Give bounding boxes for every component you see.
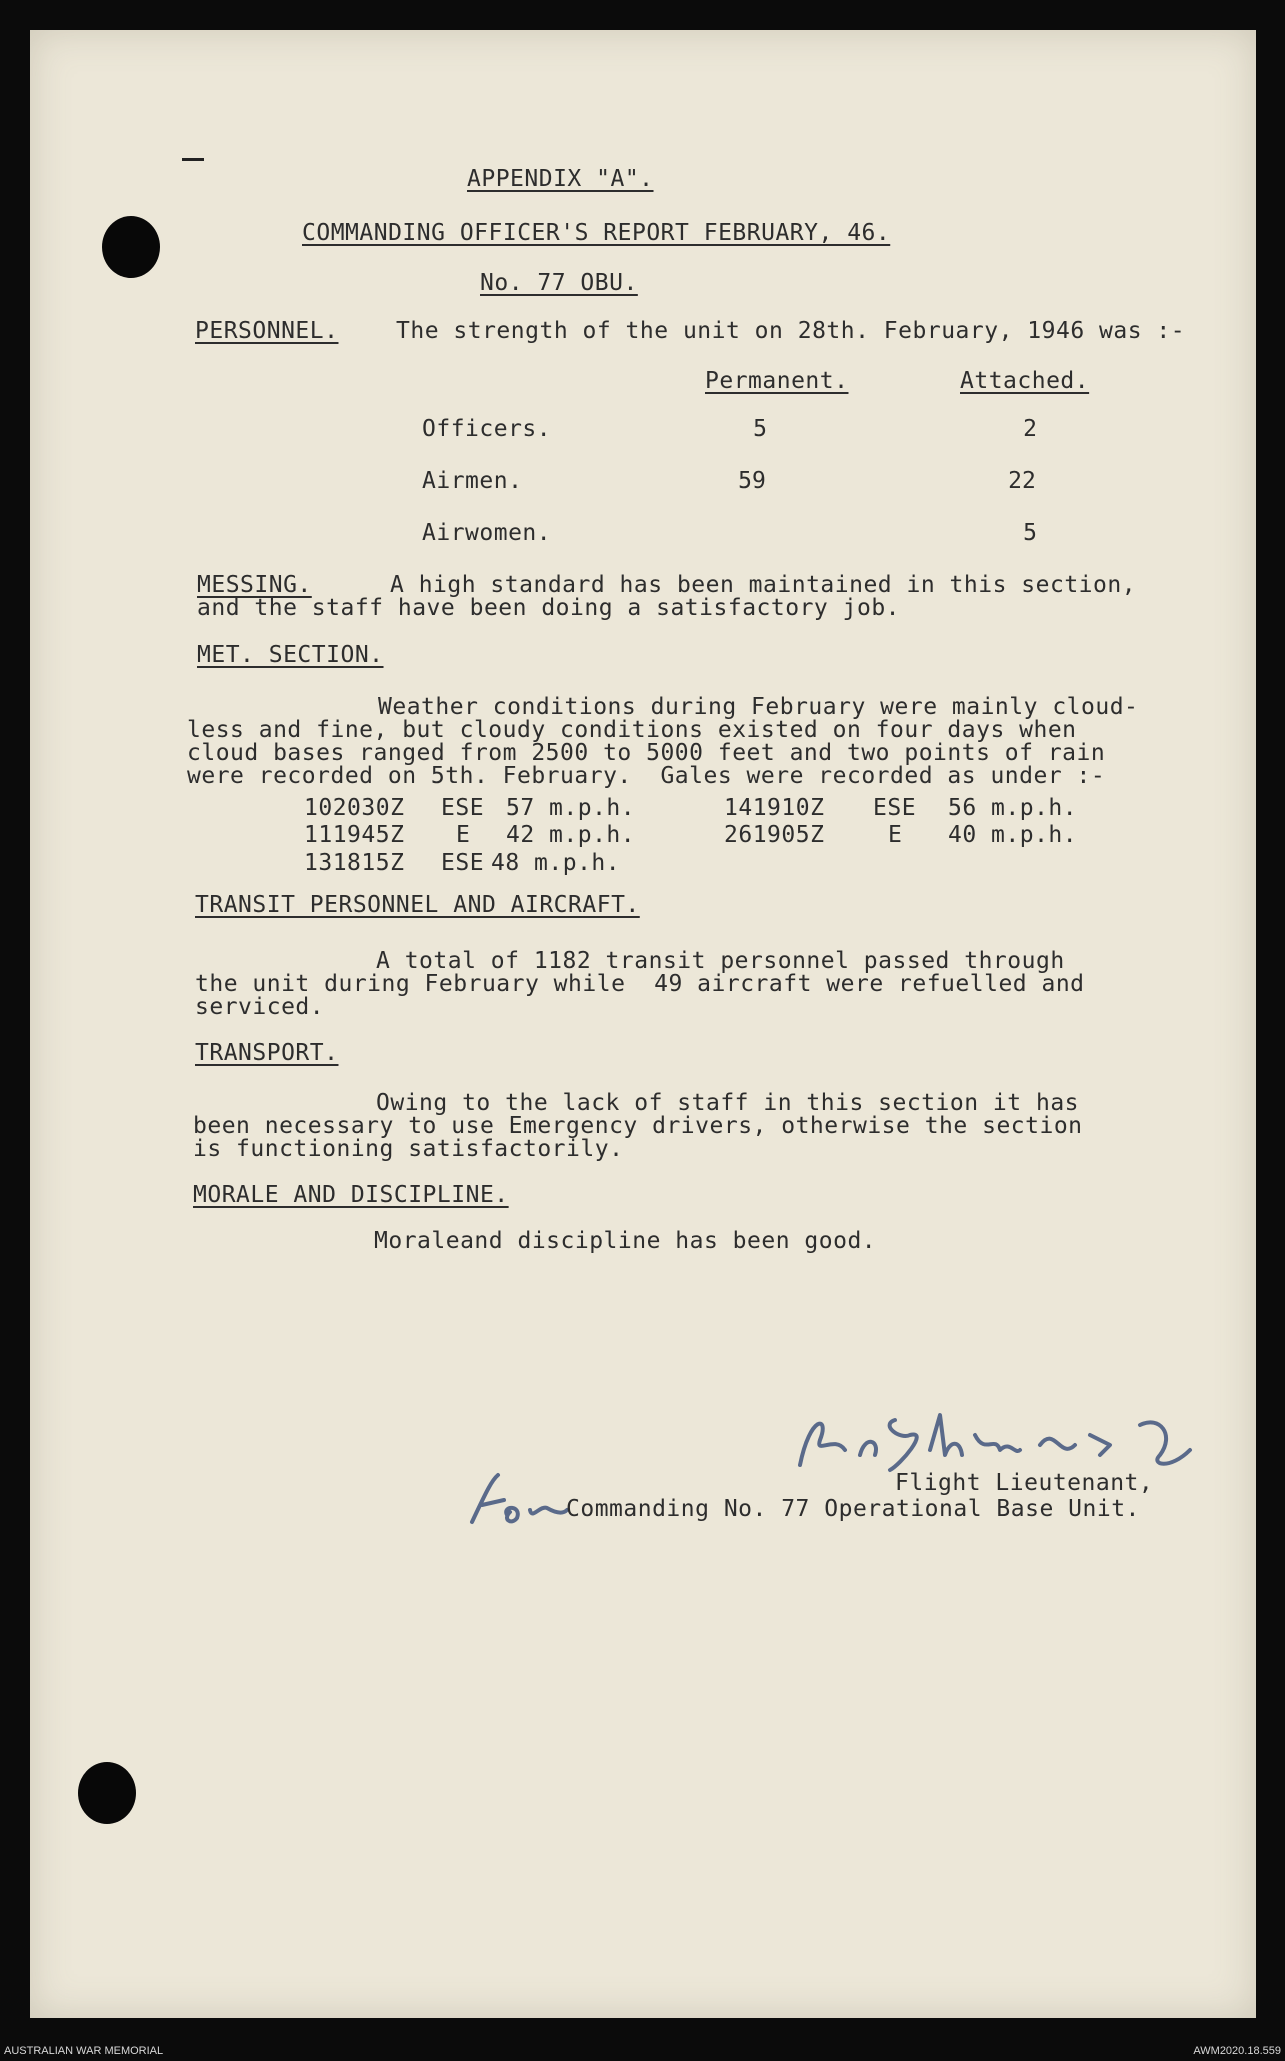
gale-direction: ESE: [873, 795, 917, 821]
row-permanent: 59: [738, 468, 766, 494]
gale-speed: 57 m.p.h.: [506, 795, 636, 821]
punch-hole-bottom: [78, 1762, 136, 1824]
transit-line: A total of 1182 transit personnel passed through: [376, 948, 1065, 974]
gale-time: 141910Z: [724, 795, 825, 821]
gale-speed: 40 m.p.h.: [948, 822, 1078, 848]
messing-heading: MESSING.: [197, 572, 312, 598]
gale-direction: ESE: [441, 795, 485, 821]
gale-time: 131815Z: [304, 850, 405, 876]
met-line: less and fine, but cloudy conditions existed on four days when: [187, 717, 1077, 743]
gale-speed: 42 m.p.h.: [506, 822, 636, 848]
morale-heading: MORALE AND DISCIPLINE.: [193, 1182, 509, 1208]
gale-speed: 48 m.p.h.: [491, 850, 621, 876]
gale-speed: 56 m.p.h.: [948, 795, 1078, 821]
report-title: COMMANDING OFFICER'S REPORT FEBRUARY, 46.: [302, 220, 891, 246]
gale-time: 261905Z: [724, 822, 825, 848]
row-permanent: 5: [753, 416, 767, 442]
unit-title: No. 77 OBU.: [480, 270, 638, 296]
paper-mark: [182, 158, 204, 161]
appendix-title: APPENDIX "A".: [467, 166, 654, 192]
for-handwritten: [462, 1460, 572, 1540]
met-line: were recorded on 5th. February. Gales were recorded as under :-: [187, 763, 1106, 789]
met-line: Weather conditions during February were mainly cloud-: [378, 694, 1139, 720]
transit-heading: TRANSIT PERSONNEL AND AIRCRAFT.: [195, 892, 640, 918]
row-attached: 22: [1008, 468, 1036, 494]
gale-time: 111945Z: [304, 822, 405, 848]
messing-line: and the staff have been doing a satisfactory job.: [197, 595, 901, 621]
messing-line: A high standard has been maintained in this section,: [390, 572, 1137, 598]
transport-line: been necessary to use Emergency drivers, otherwise the section: [193, 1113, 1083, 1139]
signatory-role: Commanding No. 77 Operational Base Unit.: [566, 1496, 1140, 1522]
personnel-heading: PERSONNEL.: [195, 318, 339, 344]
transport-line: Owing to the lack of staff in this section it has: [376, 1090, 1080, 1116]
permanent-column-header: Permanent.: [705, 368, 849, 394]
personnel-intro: The strength of the unit on 28th. February, 1946 was :-: [396, 318, 1186, 344]
row-attached: 5: [1023, 520, 1037, 546]
row-label: Airwomen.: [422, 520, 552, 546]
footer-accession: AWM2020.18.559: [1193, 2045, 1281, 2057]
met-line: cloud bases ranged from 2500 to 5000 feet and two points of rain: [187, 740, 1106, 766]
gale-direction: E: [456, 822, 471, 848]
met-heading: MET. SECTION.: [197, 642, 384, 668]
transport-line: is functioning satisfactorily.: [193, 1136, 624, 1162]
gale-direction: E: [888, 822, 903, 848]
transport-heading: TRANSPORT.: [195, 1040, 339, 1066]
row-label: Officers.: [422, 416, 552, 442]
transit-line: serviced.: [195, 994, 325, 1020]
punch-hole-top: [102, 216, 160, 278]
gale-direction: ESE: [441, 850, 485, 876]
gale-time: 102030Z: [304, 795, 405, 821]
footer-institution: AUSTRALIAN WAR MEMORIAL: [4, 2045, 164, 2057]
attached-column-header: Attached.: [960, 368, 1090, 394]
signatory-rank: Flight Lieutenant,: [895, 1470, 1154, 1496]
row-label: Airmen.: [422, 468, 523, 494]
morale-line: Moraleand discipline has been good.: [374, 1228, 877, 1254]
row-attached: 2: [1023, 416, 1037, 442]
transit-line: the unit during February while 49 aircraft were refuelled and: [195, 971, 1085, 997]
